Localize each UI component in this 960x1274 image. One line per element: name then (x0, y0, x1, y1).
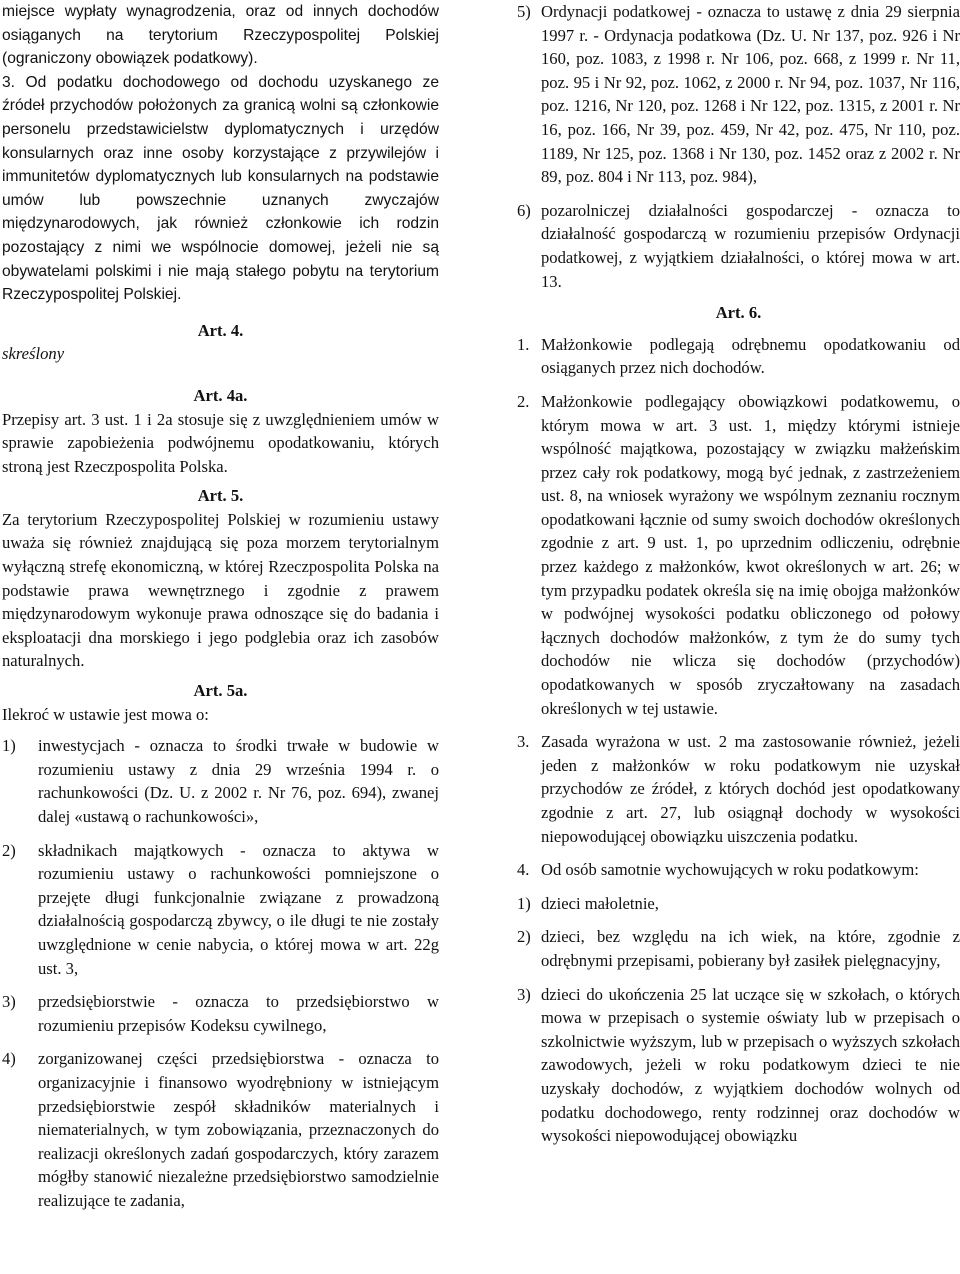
art3-para3: 3. Od podatku dochodowego od dochodu uzyskanego ze źródeł przychodów położonych za granicą wolni są członkowie personelu przedstawicielstw dyplomatycznych i urzędów konsularnych oraz inne osoby korzystające z przywilejów i immunitetów dyplomatycznych lub konsularnych na podstawie umów lub powszechnie uznanych zwyczajów międzynarodowych, jak również członkowie ich rodzin pozostający z nimi we wspólnocie domowej, jeżeli nie są obywatelami polskimi i nie mają stałego pobytu na terytorium Rzeczypospolitej Polskiej. (2, 73, 439, 304)
list-item (517, 0, 960, 189)
list-item-text: dzieci małoletnie, (541, 893, 659, 913)
art4-heading: Art. 4. (197, 320, 244, 340)
list-item (517, 892, 960, 916)
art5a-list (2, 734, 439, 1212)
list-item-number: 5) (517, 2, 531, 21)
list-item (2, 990, 439, 1037)
list-item-number: 2) (517, 927, 531, 947)
list-item-text: dzieci do ukończenia 25 lat uczące się w szkołach, o których mowa w przepisach o systemie oświaty lub w przepisach o szkolnictwie wyższym, lub w przepisach o wyższych szkołach zawodowych, jeżeli w roku podatkowym dzieci te nie uzyskały dochodów, z wyjątkiem dochodów wolnych od podatku dochodowego, renty rodzinnej oraz dochodów w wysokości niepowodującej obowiązku (541, 984, 960, 1146)
list-item-text: przedsiębiorstwie - oznacza to przedsiębiorstwo w rozumieniu przepisów Kodeksu cywilnego, (38, 992, 439, 1035)
art6-heading: Art. 6. (715, 303, 762, 323)
art4a-text: Przepisy art. 3 ust. 1 i 2a stosuje się z uwzględnieniem umów w sprawie zapobieżenia podwójnemu opodatkowaniu, których stroną jest Rzeczpospolita Polska. (2, 409, 439, 476)
art6-para-number: 3. (517, 732, 530, 752)
list-item (517, 925, 960, 972)
art5a-intro: Ilekroć w ustawie jest mowa o: (2, 704, 209, 724)
list-item-text: zorganizowanej części przedsiębiorstwa - oznacza to organizacyjnie i finansowo wyodrębniony w istniejącym przedsiębiorstwie zespół składników materialnych i niematerialnych, w tym zobowiązania, przeznaczonych do realizacji określonych zadań gospodarczych, który zarazem mógłby stanowić niezależne przedsiębiorstwo samodzielnie realizujące te zadania, (38, 1049, 439, 1210)
art5-heading: Art. 5. (197, 486, 244, 506)
list-item-number: 4) (2, 1049, 16, 1069)
art6-para-text: Małżonkowie podlegają odrębnemu opodatkowaniu od osiąganych przez nich dochodów. (541, 334, 960, 378)
art6-para-number: 4. (517, 860, 530, 880)
list-item (517, 983, 960, 1148)
art6-para-text: Zasada wyrażona w ust. 2 ma zastosowanie również, jeżeli jeden z małżonków w roku podatkowym nie uzyskał przychodów ze źródeł, z których dochód jest opodatkowany zgodnie z art. 27, lub osiągnął dochody w wysokości niepowodującej obowiązku uiszczenia podatku. (541, 732, 960, 846)
list-item (2, 734, 439, 828)
list-item-number: 1) (517, 893, 531, 913)
art6-para-text: Od osób samotnie wychowujących w roku podatkowym: (541, 860, 919, 880)
art6-para (517, 390, 960, 720)
art6-para (517, 858, 960, 882)
art5a-heading: Art. 5a. (193, 681, 248, 701)
right-column (517, 0, 960, 1148)
intro-tail-paragraph: miejsce wypłaty wynagrodzenia, oraz od innych dochodów osiąganych na terytorium Rzeczypospolitej Polskiej (ograniczony obowiązek podatkowy). (2, 3, 439, 68)
art4a-heading: Art. 4a. (193, 385, 248, 405)
list-item-text: składnikach majątkowych - oznacza to aktywa w rozumieniu ustawy o rachunkowości pomniejszone o przejęte długi funkcjonalnie związane z prowadzoną działalnością gospodarczą zbywcy, o ile długi te nie zostały uwzględnione w cenie nabycia, o której mowa w art. 22g ust. 3, (38, 840, 439, 978)
list-item-number: 6) (517, 200, 531, 220)
list-item (2, 839, 439, 981)
art6-para (517, 730, 960, 848)
list-item-text: inwestycjach - oznacza to środki trwałe w budowie w rozumieniu ustawy z dnia 29 września 1994 r. o rachunkowości (Dz. U. z 2002 r. Nr 76, poz. 694), zwanej dalej «ustawą o rachunkowości», (38, 736, 439, 826)
list-item-text: Ordynacji podatkowej - oznacza to ustawę z dnia 29 sierpnia 1997 r. - Ordynacja podatkowa (Dz. U. Nr 137, poz. 926 i Nr 160, poz. 1083, z 1998 r. Nr 106, poz. 668, z 1999 r. Nr 11, poz. 95 i Nr 92, poz. 1062, z 2000 r. Nr 94, poz. 1037, Nr 116, poz. 1216, Nr 120, poz. 1268 i Nr 122, poz. 1315, z 2001 r. Nr 16, poz. 166, Nr 39, poz. 459, Nr 42, poz. 475, Nr 110, poz. 1189, Nr 125, poz. 1368 i Nr 130, poz. 1452 oraz z 2002 r. Nr 89, poz. 804 i Nr 113, poz. 984), (541, 2, 960, 187)
list-item-number: 1) (2, 736, 16, 756)
art5-text: Za terytorium Rzeczypospolitej Polskiej w rozumieniu ustawy uważa się również znajdującą się poza morzem terytorialnym wyłączną strefę ekonomiczną, w której Rzeczpospolita Polska na podstawie prawa wewnętrznego i zgodnie z prawem międzynarodowym wykonuje prawa odnoszące się do badania i eksploatacji dna morskiego i jego podglebia oraz ich zasobów naturalnych. (2, 509, 439, 671)
art6-para-text: Małżonkowie podlegający obowiązkowi podatkowemu, o którym mowa w art. 3 ust. 1, między którymi istnieje wspólność majątkowa, pozostający w związku małżeńskim przez cały rok podatkowy, mogą być jednak, z zastrzeżeniem ust. 8, na wniosek wyrażony we wspólnym zeznaniu rocznym opodatkowani łącznie od sumy swoich dochodów określonych zgodnie z art. 9 ust. 1, po uprzednim odliczeniu, odrębnie przez każdego z małżonków, kwot określonych w art. 26; w tym przypadku podatek określa się na imię obojga małżonków w podwójnej wysokości podatku obliczonego od połowy łącznych dochodów małżonków, z tym że do sumy tych dochodów nie wlicza się dochodów (przychodów) opodatkowanych w sposób zryczałtowany na zasadach określonych w tej ustawie. (541, 391, 960, 718)
list-item (2, 1047, 439, 1212)
art6-para-number: 2. (517, 391, 530, 411)
art6-para (517, 333, 960, 380)
list-item (517, 199, 960, 293)
left-column (2, 0, 439, 1213)
list-item-text: dzieci, bez względu na ich wiek, na które, zgodnie z odrębnymi przepisami, pobierany był zasiłek pielęgnacyjny, (541, 927, 960, 970)
art4-text: skreślony (2, 344, 65, 364)
list-item-text: pozarolniczej działalności gospodarczej - oznacza to działalność gospodarczą w rozumieniu przepisów Ordynacji podatkowej, z wyjątkiem działalności, o której mowa w art. 13. (541, 200, 960, 291)
list-item-number: 2) (2, 840, 16, 860)
list-item-number: 3) (2, 992, 16, 1012)
art6-para-number: 1. (517, 334, 530, 354)
list-item-number: 3) (517, 984, 531, 1004)
